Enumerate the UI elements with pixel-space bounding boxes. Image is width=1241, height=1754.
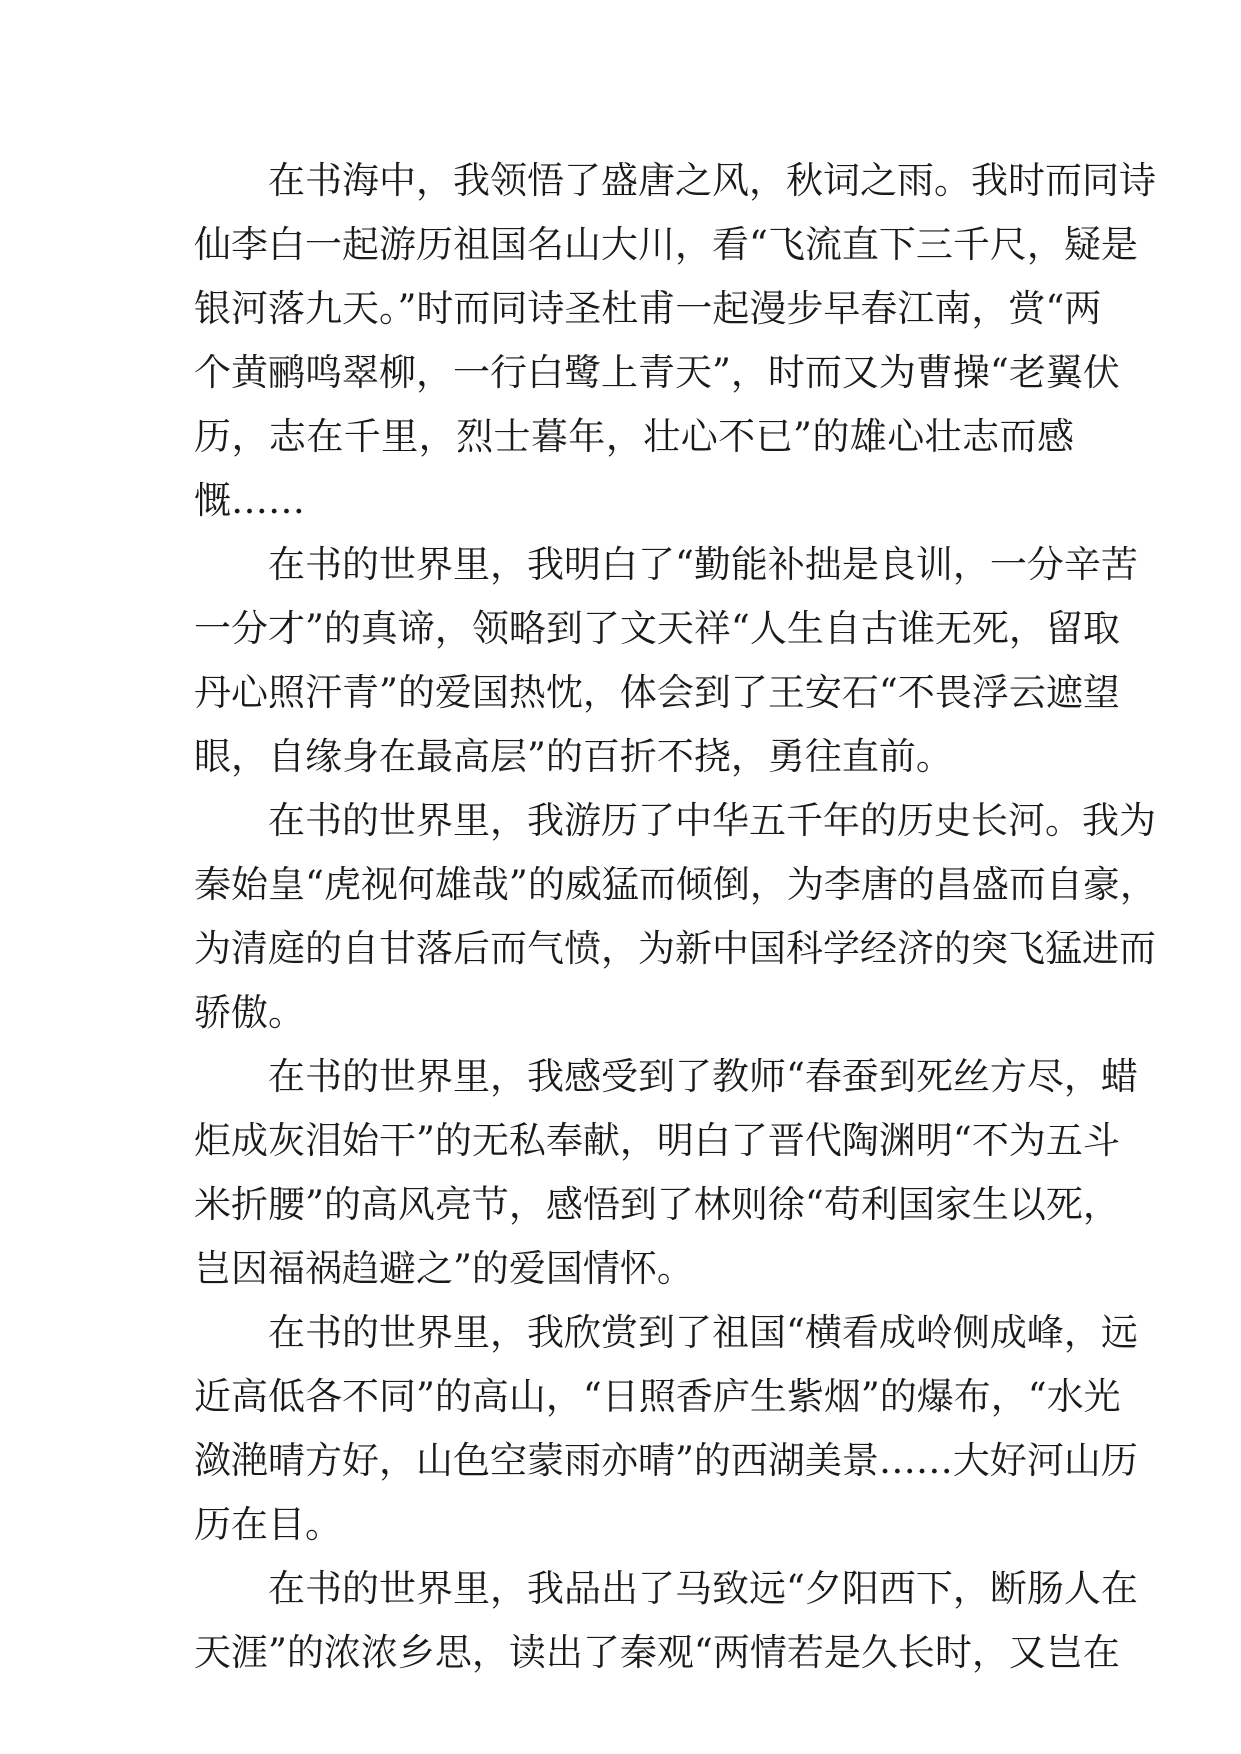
text-line: 天涯”的浓浓乡思，读出了秦观“两情若是久长时，又岂在	[194, 1631, 1120, 1674]
text-line: 眼，自缘身在最高层”的百折不挠，勇往直前。	[194, 735, 953, 778]
text-line: 历在目。	[194, 1503, 342, 1546]
text-line: 一分才”的真谛，领略到了文天祥“人生自古谁无死，留取	[194, 607, 1120, 650]
paragraph	[194, 1045, 1138, 1301]
text-line: 米折腰”的高风亮节，感悟到了林则徐“苟利国家生以死，	[194, 1183, 1120, 1226]
text-line: 在书海中，我领悟了盛唐之风，秋词之雨。我时而同诗	[194, 159, 1156, 202]
paragraph	[194, 789, 1157, 1045]
text-line: 岂因福祸趋避之”的爱国情怀。	[194, 1247, 694, 1290]
text-line: 个黄鹂鸣翠柳，一行白鹭上青天”，时而又为曹操“老翼伏	[194, 351, 1120, 394]
text-line: 在书的世界里，我品出了马致远“夕阳西下，断肠人在	[194, 1567, 1138, 1610]
text-line: 在书的世界里，我欣赏到了祖国“横看成岭侧成峰，远	[194, 1311, 1138, 1354]
text-line: 银河落九天。”时而同诗圣杜甫一起漫步早春江南，赏“两	[194, 287, 1102, 330]
text-line: 为清庭的自甘落后而气愤，为新中国科学经济的突飞猛进而	[194, 927, 1156, 970]
text-line: 在书的世界里，我感受到了教师“春蚕到死丝方尽，蜡	[194, 1055, 1138, 1098]
text-line: 近高低各不同”的高山，“日照香庐生紫烟”的爆布，“水光	[194, 1375, 1121, 1418]
text-line: 仙李白一起游历祖国名山大川，看“飞流直下三千尺，疑是	[194, 223, 1138, 266]
text-line: 骄傲。	[194, 991, 305, 1034]
text-line: 慨……	[194, 479, 305, 522]
paragraph	[194, 533, 1138, 789]
essay-text	[194, 149, 1157, 1685]
paragraph	[194, 1557, 1138, 1685]
text-line: 秦始皇“虎视何雄哉”的威猛而倾倒，为李唐的昌盛而自豪，	[194, 863, 1157, 906]
text-line: 历，志在千里，烈士暮年，壮心不已”的雄心壮志而感	[194, 415, 1074, 458]
paragraph	[194, 1301, 1138, 1557]
text-line: 炬成灰泪始干”的无私奉献，明白了晋代陶渊明“不为五斗	[194, 1119, 1120, 1162]
text-line: 在书的世界里，我游历了中华五千年的历史长河。我为	[194, 799, 1156, 842]
paragraph	[194, 149, 1156, 533]
text-line: 潋滟晴方好，山色空蒙雨亦晴”的西湖美景……大好河山历	[194, 1439, 1138, 1482]
text-line: 丹心照汗青”的爱国热忱，体会到了王安石“不畏浮云遮望	[194, 671, 1120, 714]
text-line: 在书的世界里，我明白了“勤能补拙是良训，一分辛苦	[194, 543, 1138, 586]
